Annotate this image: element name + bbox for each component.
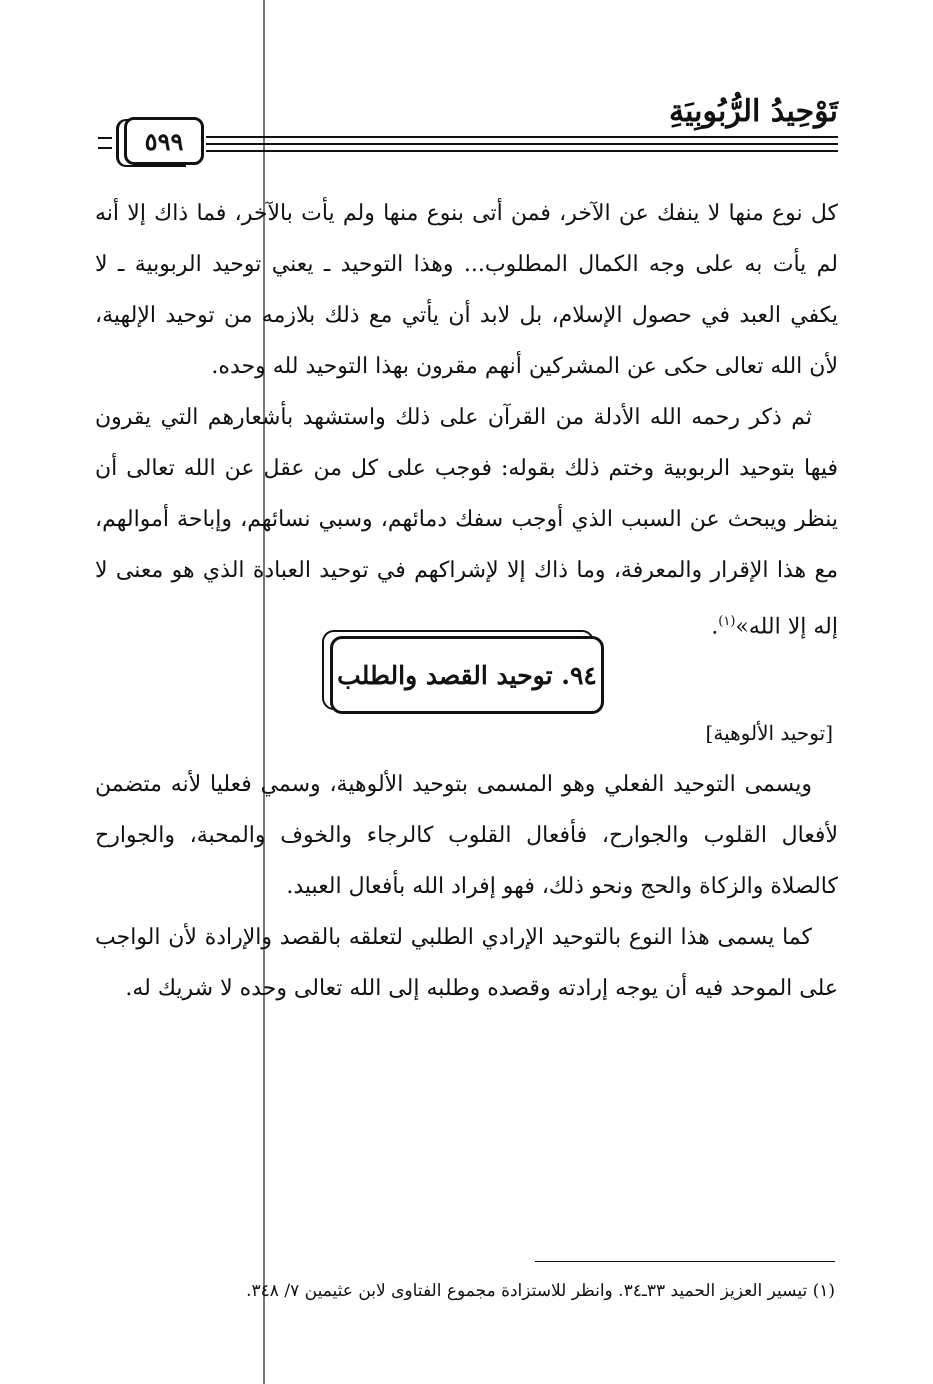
- header-rule: [206, 150, 838, 152]
- section-sub-label: [توحيد الألوهية]: [705, 721, 833, 745]
- page-number: ٥٩٩: [124, 117, 204, 165]
- footnote-rule: [535, 1261, 835, 1262]
- header-rule: [206, 143, 838, 145]
- footnote: (١) تيسير العزيز الحميد ٣٣ـ٣٤. وانظر للاستزادة مجموع الفتاوى لابن عثيمين ٧/ ٣٤٨.: [246, 1281, 835, 1301]
- footnote-marker: (١): [718, 614, 736, 629]
- header-end-mark: [98, 137, 112, 149]
- bottom-text-block: [95, 759, 838, 1014]
- paragraph-text: ثم ذكر رحمه الله الأدلة من القرآن على ذلك واستشهد بأشعارهم التي يقرون فيها بتوحيد الربوبية وختم ذلك بقوله: فوجب على كل من عقل عن الله تعالى أن ينظر ويبحث عن السبب الذي أوجب سفك دمائهم، وسبي نسائهم، وإباحة أموالهم، مع هذا الإقرار والمعرفة، وما ذاك إلا لإشراكهم في توحيد العبادة الذي هو معنى لا إله إلا الله»: [95, 405, 838, 640]
- header-rule: [206, 136, 838, 138]
- top-text-block: [95, 188, 838, 652]
- paragraph: كل نوع منها لا ينفك عن الآخر، فمن أتى بنوع منها ولم يأت بالآخر، فما ذاك إلا أنه لم يأت به على وجه الكمال المطلوب... وهذا التوحيد ـ يعني توحيد الربوبية ـ لا يكفي العبد في حصول الإسلام، بل لابد أن يأتي مع ذلك بلازمه من توحيد الإلهية، لأن الله تعالى حكى عن المشركين أنهم مقرون بهذا التوحيد لله وحده.: [95, 201, 838, 379]
- paragraph: كما يسمى هذا النوع بالتوحيد الإرادي الطلبي لتعلقه بالقصد والإرادة لأن الواجب على الموحد فيه أن يوجه إرادته وقصده وطلبه إلى الله تعالى وحده لا شريك له.: [95, 925, 838, 1001]
- running-title: تَوْحِيدُ الرُّبُوبِيَةِ: [669, 94, 838, 129]
- paragraph: ويسمى التوحيد الفعلي وهو المسمى بتوحيد الألوهية، وسمي فعليا لأنه متضمن لأفعال القلوب والجوارح، فأفعال القلوب كالرجاء والخوف والمحبة، والجوارح كالصلاة والزكاة والحج ونحو ذلك، فهو إفراد الله بأفعال العبيد.: [95, 772, 838, 899]
- paragraph: ثم ذكر رحمه الله الأدلة من القرآن على ذلك واستشهد بأشعارهم التي يقرون فيها بتوحيد الربوبية وختم ذلك بقوله: فوجب على كل من عقل عن الله تعالى أن ينظر ويبحث عن السبب الذي أوجب سفك دمائهم، وسبي نسائهم، وإباحة أموالهم، مع هذا الإقرار والمعرفة، وما ذاك إلا لإشراكهم في توحيد العبادة الذي هو معنى لا إله إلا الله»$^{(١)}$.: [95, 405, 838, 640]
- section-heading: ٩٤. توحيد القصد والطلب: [330, 636, 604, 714]
